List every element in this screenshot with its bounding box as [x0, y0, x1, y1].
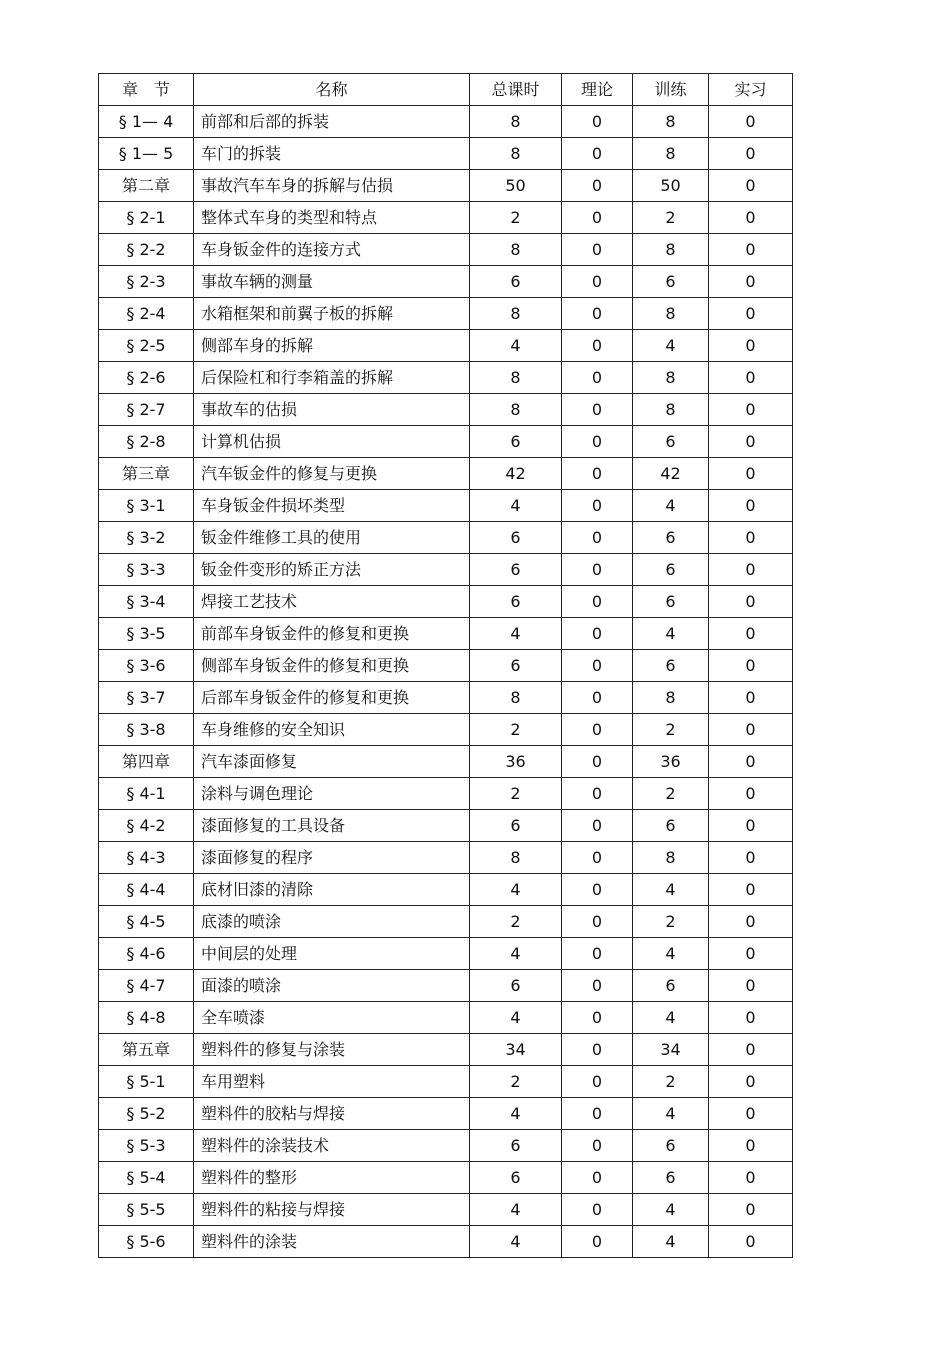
table-row [99, 906, 793, 938]
table-row [99, 426, 793, 458]
cell-total-hours: 4 [470, 1098, 562, 1130]
cell-chapter: § 2-7 [99, 394, 194, 426]
cell-internship: 0 [709, 394, 793, 426]
cell-title: 汽车钣金件的修复与更换 [194, 458, 470, 490]
cell-title: 塑料件的整形 [194, 1162, 470, 1194]
cell-title: 塑料件的涂装 [194, 1226, 470, 1258]
cell-title: 侧部车身的拆解 [194, 330, 470, 362]
cell-total-hours: 4 [470, 1002, 562, 1034]
cell-total-hours: 6 [470, 810, 562, 842]
cell-total-hours: 6 [470, 266, 562, 298]
cell-title: 塑料件的涂装技术 [194, 1130, 470, 1162]
table-row [99, 714, 793, 746]
cell-total-hours: 6 [470, 1162, 562, 1194]
cell-total-hours: 2 [470, 714, 562, 746]
table-row [99, 202, 793, 234]
cell-internship: 0 [709, 906, 793, 938]
cell-training: 6 [633, 1130, 709, 1162]
cell-chapter: § 3-4 [99, 586, 194, 618]
cell-internship: 0 [709, 170, 793, 202]
cell-theory: 0 [562, 586, 633, 618]
table-row [99, 234, 793, 266]
table-row [99, 746, 793, 778]
cell-chapter: 第四章 [99, 746, 194, 778]
cell-training: 8 [633, 138, 709, 170]
cell-total-hours: 4 [470, 618, 562, 650]
cell-chapter: § 4-2 [99, 810, 194, 842]
cell-total-hours: 2 [470, 906, 562, 938]
cell-training: 6 [633, 810, 709, 842]
cell-training: 2 [633, 714, 709, 746]
cell-theory: 0 [562, 1034, 633, 1066]
cell-chapter: § 1— 5 [99, 138, 194, 170]
table-row [99, 1066, 793, 1098]
header-training: 训练 [633, 74, 709, 106]
cell-training: 4 [633, 1194, 709, 1226]
cell-title: 漆面修复的程序 [194, 842, 470, 874]
cell-title: 全车喷漆 [194, 1002, 470, 1034]
cell-title: 前部和后部的拆装 [194, 106, 470, 138]
cell-total-hours: 8 [470, 362, 562, 394]
cell-internship: 0 [709, 1066, 793, 1098]
cell-theory: 0 [562, 1098, 633, 1130]
cell-training: 8 [633, 842, 709, 874]
cell-theory: 0 [562, 362, 633, 394]
cell-theory: 0 [562, 490, 633, 522]
cell-training: 6 [633, 554, 709, 586]
cell-theory: 0 [562, 234, 633, 266]
cell-total-hours: 6 [470, 1130, 562, 1162]
table-row [99, 938, 793, 970]
cell-title: 车身钣金件损坏类型 [194, 490, 470, 522]
table-row [99, 170, 793, 202]
cell-theory: 0 [562, 298, 633, 330]
cell-chapter: 第二章 [99, 170, 194, 202]
table-row [99, 1098, 793, 1130]
cell-theory: 0 [562, 458, 633, 490]
cell-chapter: § 2-5 [99, 330, 194, 362]
table-row [99, 490, 793, 522]
table-row [99, 266, 793, 298]
cell-total-hours: 8 [470, 298, 562, 330]
cell-training: 4 [633, 490, 709, 522]
cell-title: 焊接工艺技术 [194, 586, 470, 618]
cell-total-hours: 6 [470, 554, 562, 586]
cell-internship: 0 [709, 426, 793, 458]
cell-internship: 0 [709, 1034, 793, 1066]
header-theory: 理论 [562, 74, 633, 106]
cell-theory: 0 [562, 426, 633, 458]
table-row [99, 874, 793, 906]
cell-training: 8 [633, 106, 709, 138]
cell-chapter: § 4-1 [99, 778, 194, 810]
cell-training: 6 [633, 586, 709, 618]
cell-internship: 0 [709, 586, 793, 618]
cell-total-hours: 8 [470, 138, 562, 170]
cell-internship: 0 [709, 1226, 793, 1258]
cell-chapter: § 3-6 [99, 650, 194, 682]
cell-theory: 0 [562, 682, 633, 714]
cell-title: 事故车的估损 [194, 394, 470, 426]
cell-training: 2 [633, 202, 709, 234]
table-row [99, 362, 793, 394]
header-chapter: 章 节 [99, 74, 194, 106]
cell-title: 车身维修的安全知识 [194, 714, 470, 746]
cell-title: 事故车辆的测量 [194, 266, 470, 298]
cell-chapter: § 5-1 [99, 1066, 194, 1098]
cell-training: 4 [633, 1002, 709, 1034]
cell-chapter: § 2-1 [99, 202, 194, 234]
header-title: 名称 [194, 74, 470, 106]
cell-internship: 0 [709, 362, 793, 394]
cell-internship: 0 [709, 298, 793, 330]
cell-title: 塑料件的胶粘与焊接 [194, 1098, 470, 1130]
table-row [99, 1034, 793, 1066]
cell-total-hours: 2 [470, 1066, 562, 1098]
cell-internship: 0 [709, 330, 793, 362]
cell-title: 车门的拆装 [194, 138, 470, 170]
cell-internship: 0 [709, 490, 793, 522]
cell-chapter: § 5-3 [99, 1130, 194, 1162]
table-row [99, 682, 793, 714]
cell-theory: 0 [562, 778, 633, 810]
cell-title: 整体式车身的类型和特点 [194, 202, 470, 234]
cell-training: 8 [633, 394, 709, 426]
cell-internship: 0 [709, 1098, 793, 1130]
cell-internship: 0 [709, 746, 793, 778]
cell-chapter: § 4-5 [99, 906, 194, 938]
cell-training: 6 [633, 522, 709, 554]
cell-total-hours: 4 [470, 1194, 562, 1226]
cell-training: 8 [633, 682, 709, 714]
cell-title: 计算机估损 [194, 426, 470, 458]
course-hours-table [98, 73, 793, 1258]
cell-total-hours: 6 [470, 586, 562, 618]
cell-chapter: § 2-8 [99, 426, 194, 458]
cell-theory: 0 [562, 714, 633, 746]
cell-theory: 0 [562, 1162, 633, 1194]
cell-total-hours: 2 [470, 202, 562, 234]
cell-training: 4 [633, 938, 709, 970]
cell-total-hours: 6 [470, 650, 562, 682]
cell-chapter: § 4-8 [99, 1002, 194, 1034]
cell-chapter: § 5-5 [99, 1194, 194, 1226]
cell-training: 50 [633, 170, 709, 202]
cell-title: 车身钣金件的连接方式 [194, 234, 470, 266]
cell-internship: 0 [709, 1002, 793, 1034]
cell-title: 后部车身钣金件的修复和更换 [194, 682, 470, 714]
cell-internship: 0 [709, 202, 793, 234]
table-row [99, 394, 793, 426]
table-row [99, 810, 793, 842]
cell-chapter: § 2-2 [99, 234, 194, 266]
cell-internship: 0 [709, 970, 793, 1002]
table-row [99, 1130, 793, 1162]
cell-chapter: § 5-4 [99, 1162, 194, 1194]
cell-total-hours: 8 [470, 842, 562, 874]
cell-internship: 0 [709, 554, 793, 586]
table-row [99, 1194, 793, 1226]
cell-training: 4 [633, 330, 709, 362]
cell-training: 4 [633, 874, 709, 906]
cell-internship: 0 [709, 234, 793, 266]
cell-title: 钣金件维修工具的使用 [194, 522, 470, 554]
cell-chapter: § 2-3 [99, 266, 194, 298]
cell-total-hours: 2 [470, 778, 562, 810]
cell-theory: 0 [562, 266, 633, 298]
header-total-hours: 总课时 [470, 74, 562, 106]
cell-chapter: § 1— 4 [99, 106, 194, 138]
cell-theory: 0 [562, 938, 633, 970]
cell-total-hours: 8 [470, 106, 562, 138]
cell-title: 面漆的喷涂 [194, 970, 470, 1002]
header-row [99, 74, 793, 106]
cell-chapter: § 3-1 [99, 490, 194, 522]
cell-training: 8 [633, 298, 709, 330]
cell-internship: 0 [709, 842, 793, 874]
cell-theory: 0 [562, 330, 633, 362]
cell-title: 中间层的处理 [194, 938, 470, 970]
cell-theory: 0 [562, 906, 633, 938]
cell-internship: 0 [709, 266, 793, 298]
cell-title: 塑料件的粘接与焊接 [194, 1194, 470, 1226]
cell-training: 36 [633, 746, 709, 778]
cell-training: 4 [633, 618, 709, 650]
cell-title: 钣金件变形的矫正方法 [194, 554, 470, 586]
table-row [99, 970, 793, 1002]
cell-title: 塑料件的修复与涂装 [194, 1034, 470, 1066]
cell-total-hours: 8 [470, 394, 562, 426]
table-row [99, 522, 793, 554]
cell-training: 6 [633, 266, 709, 298]
cell-title: 车用塑料 [194, 1066, 470, 1098]
cell-internship: 0 [709, 810, 793, 842]
cell-internship: 0 [709, 682, 793, 714]
table-row [99, 1226, 793, 1258]
cell-total-hours: 6 [470, 970, 562, 1002]
cell-internship: 0 [709, 938, 793, 970]
cell-chapter: § 5-2 [99, 1098, 194, 1130]
table-row [99, 586, 793, 618]
header-internship: 实习 [709, 74, 793, 106]
cell-total-hours: 4 [470, 490, 562, 522]
cell-training: 2 [633, 1066, 709, 1098]
cell-chapter: 第五章 [99, 1034, 194, 1066]
cell-chapter: § 3-8 [99, 714, 194, 746]
table-row [99, 1162, 793, 1194]
cell-training: 6 [633, 970, 709, 1002]
cell-internship: 0 [709, 1130, 793, 1162]
cell-training: 2 [633, 906, 709, 938]
cell-total-hours: 36 [470, 746, 562, 778]
cell-internship: 0 [709, 874, 793, 906]
table-row [99, 554, 793, 586]
cell-chapter: § 2-6 [99, 362, 194, 394]
table-header [99, 74, 793, 106]
cell-internship: 0 [709, 458, 793, 490]
cell-theory: 0 [562, 522, 633, 554]
table-row [99, 618, 793, 650]
cell-title: 后保险杠和行李箱盖的拆解 [194, 362, 470, 394]
table-row [99, 842, 793, 874]
cell-theory: 0 [562, 1194, 633, 1226]
cell-training: 42 [633, 458, 709, 490]
cell-training: 4 [633, 1098, 709, 1130]
cell-training: 8 [633, 234, 709, 266]
cell-chapter: § 4-7 [99, 970, 194, 1002]
table-row [99, 138, 793, 170]
cell-theory: 0 [562, 1226, 633, 1258]
cell-training: 2 [633, 778, 709, 810]
table-row [99, 1002, 793, 1034]
table-row [99, 778, 793, 810]
cell-internship: 0 [709, 1194, 793, 1226]
cell-total-hours: 50 [470, 170, 562, 202]
cell-internship: 0 [709, 522, 793, 554]
cell-title: 涂料与调色理论 [194, 778, 470, 810]
cell-internship: 0 [709, 714, 793, 746]
table-row [99, 298, 793, 330]
cell-chapter: § 4-3 [99, 842, 194, 874]
cell-title: 侧部车身钣金件的修复和更换 [194, 650, 470, 682]
cell-theory: 0 [562, 554, 633, 586]
cell-title: 漆面修复的工具设备 [194, 810, 470, 842]
cell-title: 前部车身钣金件的修复和更换 [194, 618, 470, 650]
cell-internship: 0 [709, 138, 793, 170]
table-body [99, 106, 793, 1258]
cell-total-hours: 8 [470, 234, 562, 266]
cell-training: 8 [633, 362, 709, 394]
cell-title: 汽车漆面修复 [194, 746, 470, 778]
cell-title: 底材旧漆的清除 [194, 874, 470, 906]
cell-training: 34 [633, 1034, 709, 1066]
cell-training: 6 [633, 650, 709, 682]
cell-title: 底漆的喷涂 [194, 906, 470, 938]
cell-chapter: § 3-7 [99, 682, 194, 714]
cell-total-hours: 42 [470, 458, 562, 490]
cell-title: 事故汽车车身的拆解与估损 [194, 170, 470, 202]
cell-chapter: § 5-6 [99, 1226, 194, 1258]
cell-chapter: § 3-3 [99, 554, 194, 586]
cell-internship: 0 [709, 778, 793, 810]
cell-total-hours: 4 [470, 874, 562, 906]
cell-theory: 0 [562, 1066, 633, 1098]
cell-theory: 0 [562, 746, 633, 778]
cell-training: 6 [633, 1162, 709, 1194]
cell-theory: 0 [562, 618, 633, 650]
table-row [99, 650, 793, 682]
cell-title: 水箱框架和前翼子板的拆解 [194, 298, 470, 330]
cell-internship: 0 [709, 618, 793, 650]
cell-theory: 0 [562, 394, 633, 426]
cell-training: 4 [633, 1226, 709, 1258]
cell-total-hours: 4 [470, 1226, 562, 1258]
cell-theory: 0 [562, 970, 633, 1002]
cell-total-hours: 6 [470, 522, 562, 554]
cell-total-hours: 34 [470, 1034, 562, 1066]
cell-internship: 0 [709, 106, 793, 138]
cell-chapter: 第三章 [99, 458, 194, 490]
cell-theory: 0 [562, 1002, 633, 1034]
cell-theory: 0 [562, 810, 633, 842]
cell-theory: 0 [562, 106, 633, 138]
cell-total-hours: 6 [470, 426, 562, 458]
cell-chapter: § 4-6 [99, 938, 194, 970]
cell-theory: 0 [562, 1130, 633, 1162]
cell-chapter: § 2-4 [99, 298, 194, 330]
cell-chapter: § 3-5 [99, 618, 194, 650]
cell-chapter: § 3-2 [99, 522, 194, 554]
table-row [99, 330, 793, 362]
cell-theory: 0 [562, 202, 633, 234]
cell-internship: 0 [709, 650, 793, 682]
cell-theory: 0 [562, 138, 633, 170]
cell-theory: 0 [562, 874, 633, 906]
cell-theory: 0 [562, 842, 633, 874]
table-row [99, 458, 793, 490]
cell-chapter: § 4-4 [99, 874, 194, 906]
cell-total-hours: 8 [470, 682, 562, 714]
cell-total-hours: 4 [470, 938, 562, 970]
table-row [99, 106, 793, 138]
cell-training: 6 [633, 426, 709, 458]
cell-total-hours: 4 [470, 330, 562, 362]
cell-theory: 0 [562, 650, 633, 682]
cell-theory: 0 [562, 170, 633, 202]
cell-internship: 0 [709, 1162, 793, 1194]
